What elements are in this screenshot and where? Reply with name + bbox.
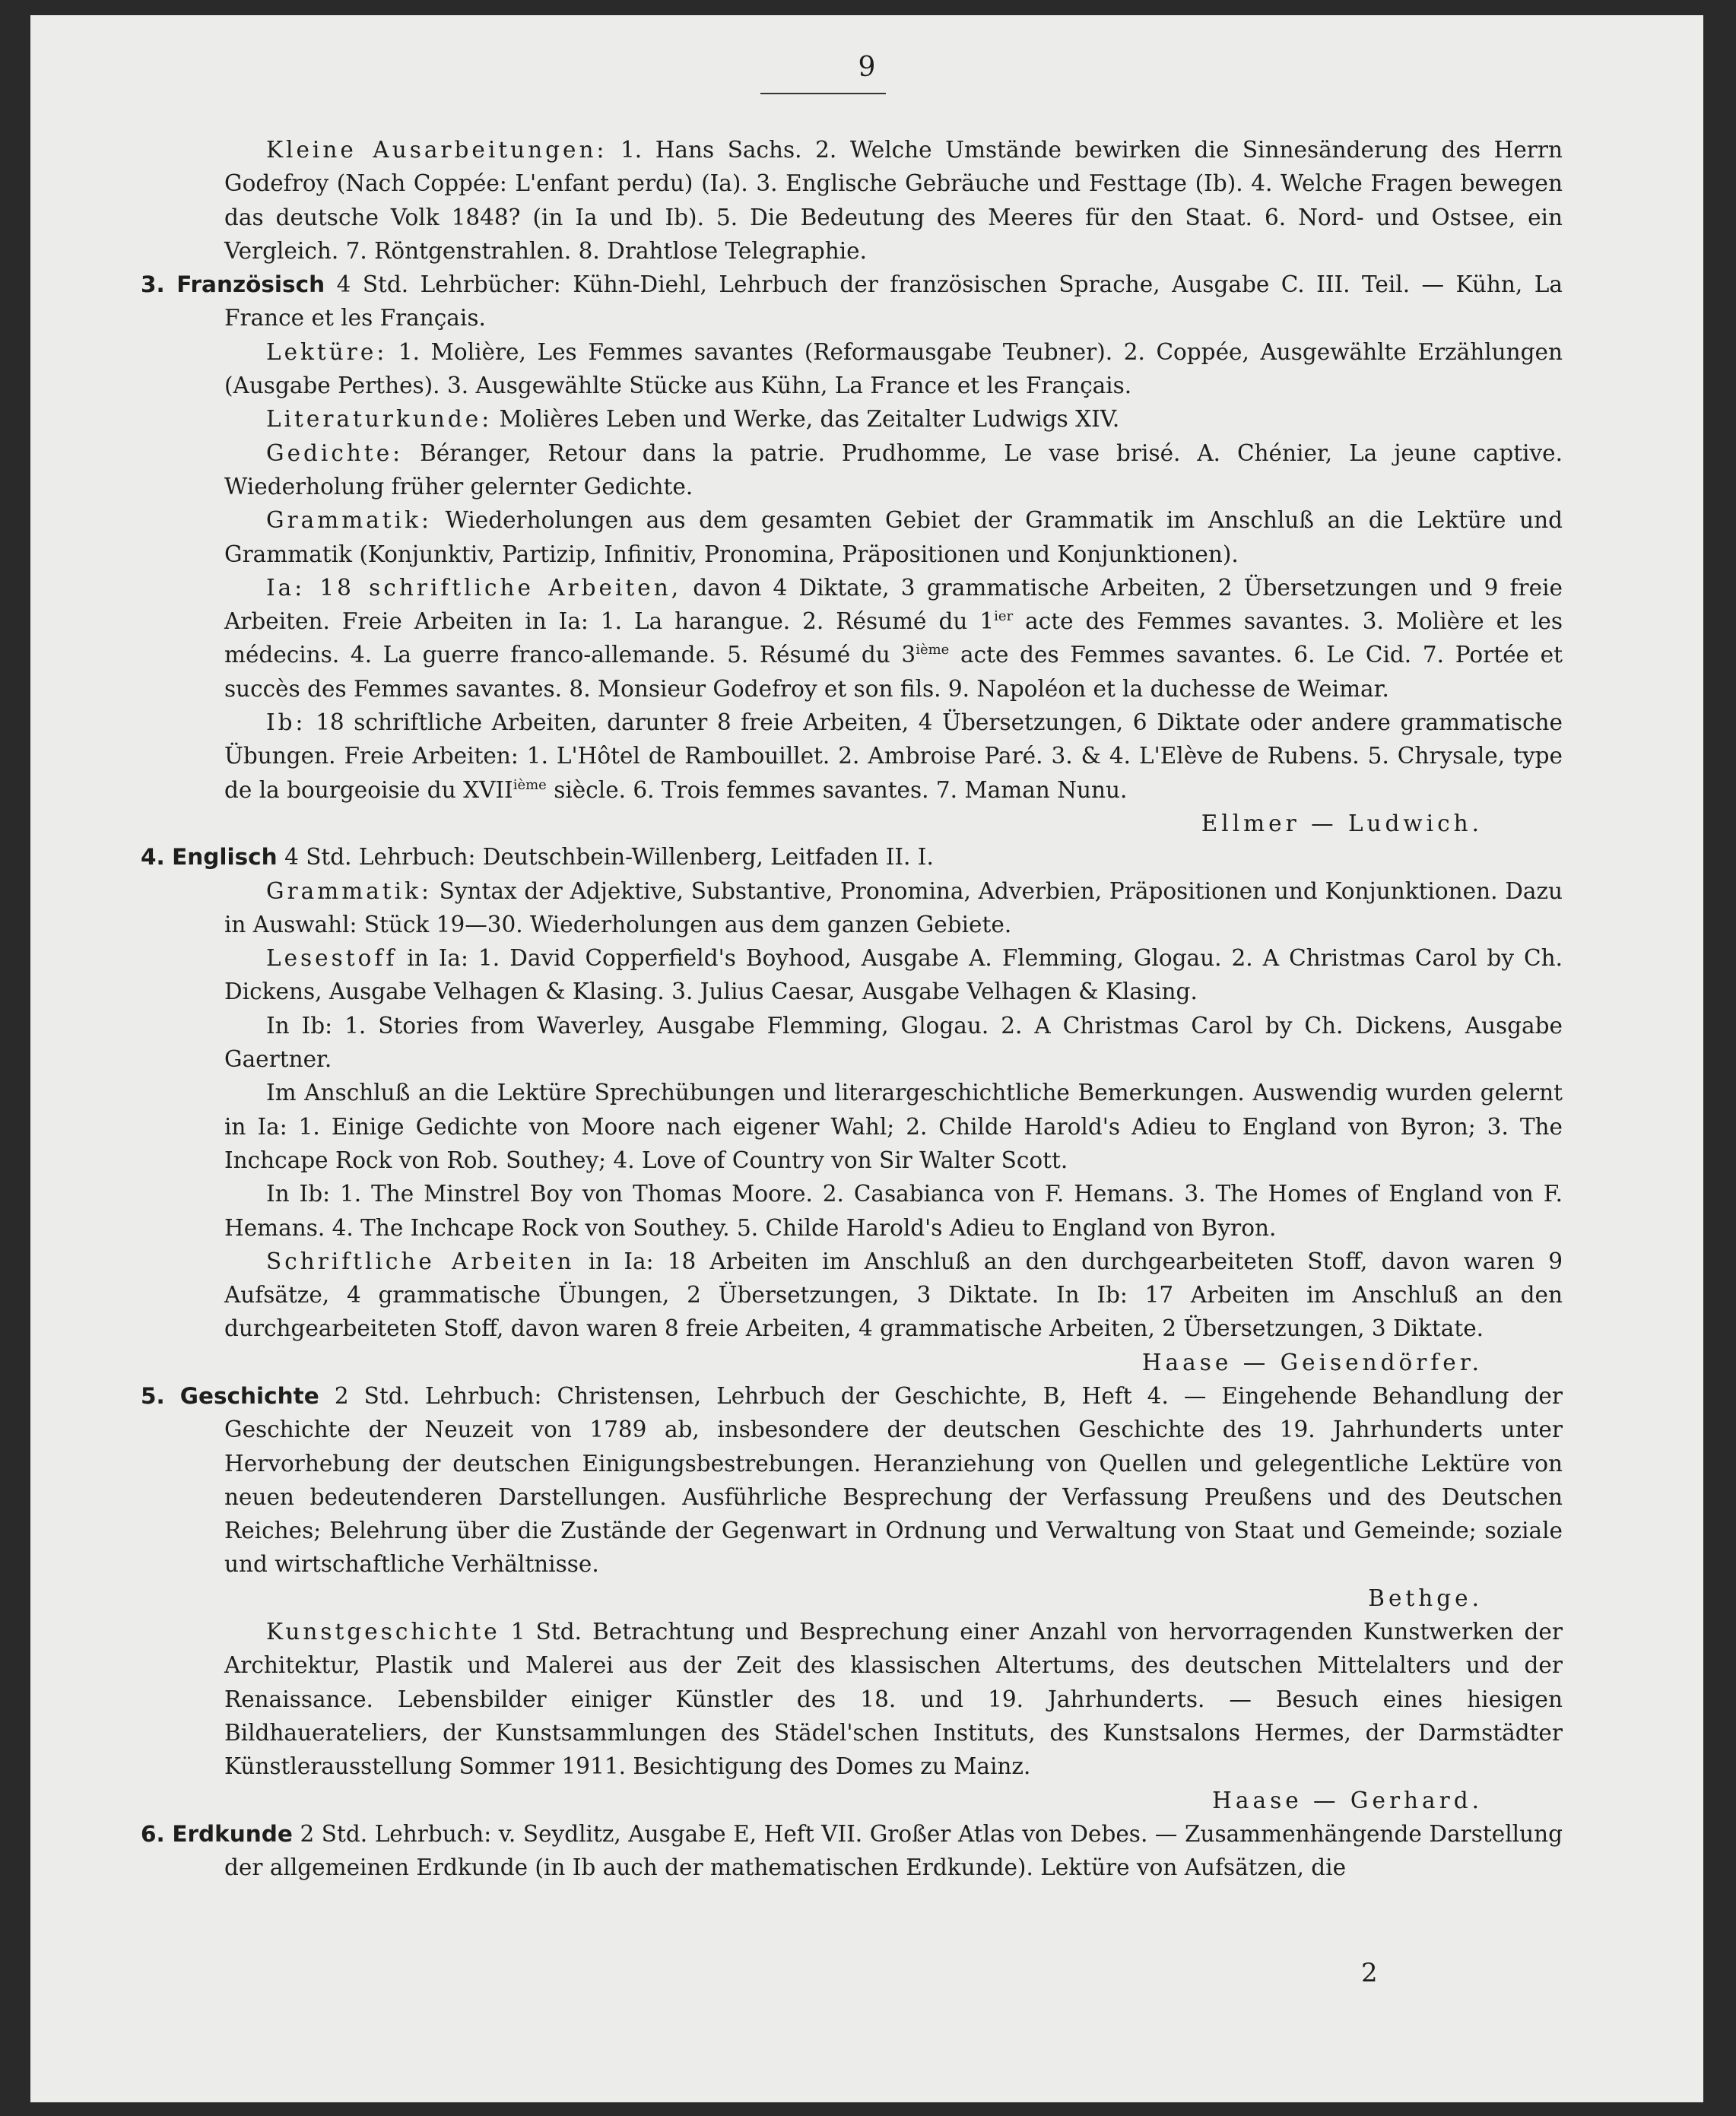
engl-signature xyxy=(224,1346,1563,1379)
section-4-number: 4. xyxy=(141,844,165,871)
engl-grammatik xyxy=(224,874,1563,942)
franz-grammatik xyxy=(224,503,1563,571)
page-body xyxy=(141,133,1563,1884)
franz-lektuere-text: 1. Molière, Les Femmes savantes (Reformausgabe Teubner). 2. Coppée, Ausgewählte Erzählungen (Ausgabe Perthes). 3. Ausgewählte Stücke aus Kühn, La France et les Français. xyxy=(224,338,1563,399)
document-page xyxy=(30,15,1703,2102)
engl-lesestoff-label: Lesestoff xyxy=(266,945,398,972)
franz-gedichte-label: Gedichte: xyxy=(266,439,404,466)
section-3-head: 4 Std. Lehrbücher: Kühn-Diehl, Lehrbuch der französischen Sprache, Ausgabe C. III. Teil. — Kühn, La France et les Français. xyxy=(224,271,1563,332)
engl-lesestoff-text: in Ia: 1. David Copperfield's Boyhood, Ausgabe A. Flemming, Glogau. 2. A Christmas Carol by Ch. Dickens, Ausgabe Velhagen & Klasing. 3. Julius Caesar, Ausgabe Velhagen & Klasing. xyxy=(224,945,1563,1005)
franz-grammatik-text: Wiederholungen aus dem gesamten Gebiet der Grammatik im Anschluß an die Lektüre und Grammatik (Konjunktiv, Partizip, Infinitiv, Pronomina, Präpositionen und Konjunktionen). xyxy=(224,507,1563,567)
section-englisch xyxy=(141,840,1563,874)
kleine-ausarbeitungen-label: Kleine Ausarbeitungen: xyxy=(266,137,608,163)
kleine-ausarbeitungen xyxy=(224,133,1563,268)
franz-literaturkunde-label: Literaturkunde: xyxy=(266,406,493,433)
kleine-ausarbeitungen-text: 1. Hans Sachs. 2. Welche Umstände bewirken die Sinnesänderung des Herrn Godefroy (Nach Coppée: L'enfant perdu) (Ia). 3. Englische Gebräuche und Festtage (Ib). 4. Welche Fragen bewegen das deutsche Volk 1848? (in Ia und Ib). 5. Die Bedeutung des Meeres für den Staat. 6. Nord- und Ostsee, ein Vergleich. 7. Röntgenstrahlen. 8. Drahtlose Telegraphie. xyxy=(224,137,1563,264)
gesch-signature xyxy=(224,1581,1563,1615)
engl-grammatik-text: Syntax der Adjektive, Substantive, Pronomina, Adverbien, Präpositionen und Konjunktionen. Dazu in Auswahl: Stück 19—30. Wiederholungen aus dem ganzen Gebiete. xyxy=(224,877,1563,937)
franz-ib-text-b: siècle. 6. Trois femmes savantes. 7. Maman Nunu. xyxy=(546,776,1128,803)
gesch-teacher: Bethge. xyxy=(1368,1585,1483,1611)
franz-gedichte-text: Béranger, Retour dans la patrie. Prudhomme, Le vase brisé. A. Chénier, La jeune captive. Wiederholung früher gelernter Gedichte. xyxy=(224,439,1563,500)
kunst-teachers: Haase — Gerhard. xyxy=(1212,1787,1483,1813)
section-6-number: 6. xyxy=(141,1820,165,1847)
section-franzoesisch xyxy=(141,268,1563,335)
engl-grammatik-label: Grammatik: xyxy=(266,877,432,904)
franz-literaturkunde-text: Molières Leben und Werke, das Zeitalter Ludwigs XIV. xyxy=(499,406,1120,433)
section-6-head: 2 Std. Lehrbuch: v. Seydlitz, Ausgabe E, Heft VII. Großer Atlas von Debes. — Zusammenhängende Darstellung der allgemeinen Erdkunde (in Ib auch der mathematischen Erdkunde). Lektüre von Aufsätzen, die xyxy=(224,1820,1563,1881)
franz-ia-text-a: davon 4 Diktate, 3 grammatische Arbeiten, 2 Übersetzungen und 9 freie Arbeiten. Freie Arbeiten in Ia: 1. La harangue. 2. Résumé du 1 xyxy=(224,574,1563,635)
franz-gedichte xyxy=(224,436,1563,504)
section-4-head: 4 Std. Lehrbuch: Deutschbein-Willenberg, Leitfaden II. I. xyxy=(284,844,934,871)
section-4-title: Englisch xyxy=(172,844,278,871)
section-3-number: 3. xyxy=(141,271,165,298)
franz-ia-label: Ia: 18 schriftliche Arbeiten, xyxy=(266,574,682,601)
franz-ia-text-c: acte des Femmes savantes. 6. Le Cid. 7. Portée et succès des Femmes savantes. 8. Monsieur Godefroy et son fils. 9. Napoléon et la duchesse de Weimar. xyxy=(224,642,1563,702)
franz-ib-text-a: 18 schriftliche Arbeiten, darunter 8 freie Arbeiten, 4 Übersetzungen, 6 Diktate oder andere grammatische Übungen. Freie Arbeiten: 1. L'Hôtel de Rambouillet. 2. Ambroise Paré. 3. & 4. L'Elève de Rubens. 5. Chrysale, type de la bourgeoisie du XVII xyxy=(224,709,1563,803)
section-3-title: Französisch xyxy=(176,271,325,298)
engl-ib-gedichte: In Ib: 1. The Minstrel Boy von Thomas Moore. 2. Casabianca von F. Hemans. 3. The Homes of England von F. Hemans. 4. The Inchcape Rock von Southey. 5. Childe Harold's Adieu to England von Byron. xyxy=(224,1181,1563,1241)
kunstgeschichte-label: Kunstgeschichte xyxy=(266,1619,500,1645)
engl-schriftliche-label: Schriftliche Arbeiten xyxy=(266,1248,575,1274)
engl-lesestoff-ib: In Ib: 1. Stories from Waverley, Ausgabe Flemming, Glogau. 2. A Christmas Carol by Ch. Dickens, Ausgabe Gaertner. xyxy=(224,1012,1563,1073)
franz-literaturkunde xyxy=(224,402,1563,436)
section-erdkunde xyxy=(141,1817,1563,1885)
engl-schriftliche-arbeiten xyxy=(224,1245,1563,1346)
section-5-number: 5. xyxy=(141,1382,165,1409)
engl-teachers: Haase — Geisendörfer. xyxy=(1141,1349,1483,1375)
engl-anschluss: Im Anschluß an die Lektüre Sprechübungen und literargeschichtliche Bemerkungen. Auswendig wurden gelernt in Ia: 1. Einige Gedichte von Moore nach eigener Wahl; 2. Childe Harold's Adieu to England von Byron; 3. The Inchcape Rock von Rob. Southey; 4. Love of Country von Sir Walter Scott. xyxy=(224,1080,1563,1173)
section-6-title: Erdkunde xyxy=(172,1820,293,1847)
franz-ia-sup-2: ième xyxy=(916,642,950,658)
franz-lektuere xyxy=(224,335,1563,403)
franz-ia-arbeiten xyxy=(224,571,1563,706)
franz-teachers: Ellmer — Ludwich. xyxy=(1201,810,1483,836)
engl-schriftliche-text: in Ia: 18 Arbeiten im Anschluß an den durchgearbeiteten Stoff, davon waren 9 Aufsätze, 4 grammatische Übungen, 2 Übersetzungen, 3 Diktate. In Ib: 17 Arbeiten im Anschluß an den durchgearbeiteten Stoff, davon waren 8 freie Arbeiten, 4 grammatische Arbeiten, 2 Übersetzungen, 3 Diktate. xyxy=(224,1248,1563,1342)
franz-ib-arbeiten xyxy=(224,706,1563,807)
page-number-rule xyxy=(760,93,886,94)
section-geschichte xyxy=(141,1379,1563,1581)
franz-signature xyxy=(224,807,1563,840)
franz-ia-text-b: acte des Femmes savantes. 3. Molière et les médecins. 4. La guerre franco-allemande. 5. Résumé du 3 xyxy=(224,608,1563,668)
franz-lektuere-label: Lektüre: xyxy=(266,338,388,365)
franz-ib-sup: ième xyxy=(513,776,547,793)
section-5-title: Geschichte xyxy=(179,1382,319,1409)
kunstgeschichte xyxy=(224,1615,1563,1783)
sheet-signature: 2 xyxy=(1361,1958,1378,1988)
kunstgeschichte-text: 1 Std. Betrachtung und Besprechung einer Anzahl von hervorragenden Kunstwerken der Architektur, Plastik und Malerei aus der Zeit des klassischen Altertums, des deutschen Mittelalters und der Renaissance. Lebensbilder einiger Künstler des 18. und 19. Jahrhunderts. — Besuch eines hiesigen Bildhauerateliers, der Kunstsammlungen des Städel'schen Instituts, des Kunstsalons Hermes, der Darmstädter Künstlerausstellung Sommer 1911. Besichtigung des Domes zu Mainz. xyxy=(224,1619,1563,1780)
franz-ia-sup-1: ier xyxy=(994,608,1014,625)
engl-lesestoff xyxy=(224,941,1563,1009)
kunst-signature xyxy=(224,1784,1563,1817)
franz-grammatik-label: Grammatik: xyxy=(266,507,432,534)
franz-ib-label: Ib: xyxy=(266,709,306,736)
page-number: 9 xyxy=(858,52,876,83)
section-5-head: 2 Std. Lehrbuch: Christensen, Lehrbuch der Geschichte, B, Heft 4. — Eingehende Behandlung der Geschichte der Neuzeit von 1789 ab, insbesondere der deutschen Geschichte des 19. Jahrhunderts unter Hervorhebung der deutschen Einigungsbestrebungen. Heranziehung von Quellen und gelegentliche Lektüre von neuen bedeutenderen Darstellungen. Ausführliche Besprechung der Verfassung Preußens und des Deutschen Reiches; Belehrung über die Zustände der Gegenwart in Ordnung und Verwaltung von Staat und Gemeinde; soziale und wirtschaftliche Verhältnisse. xyxy=(224,1382,1563,1578)
